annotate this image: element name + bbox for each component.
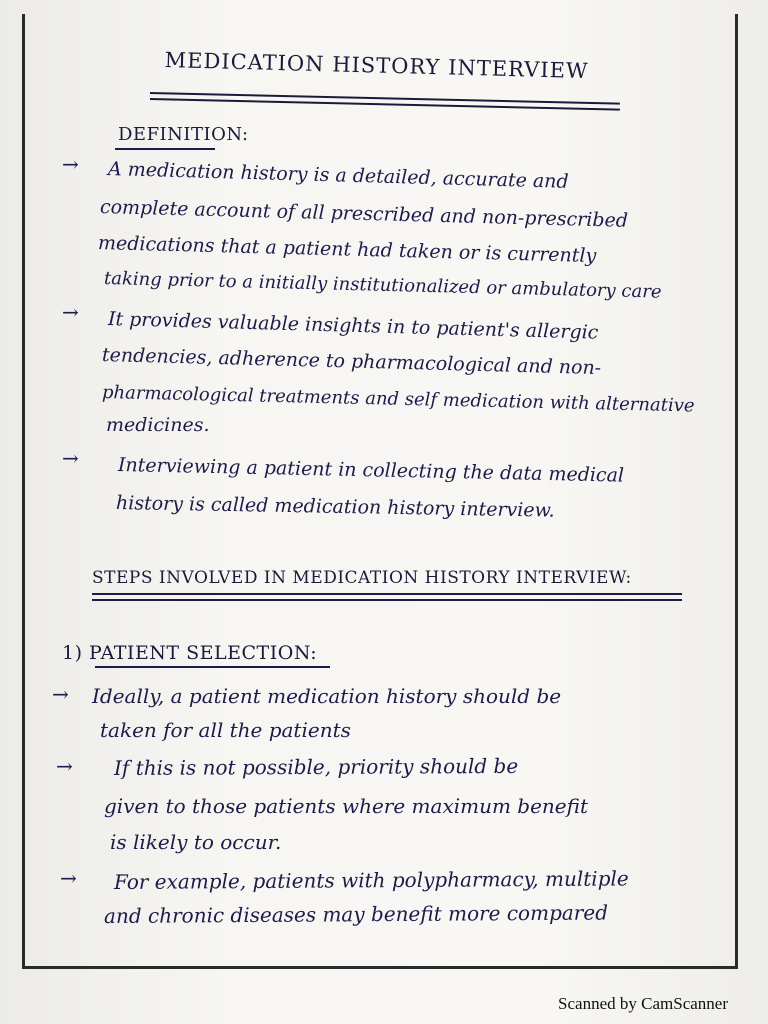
bullet-arrow: → bbox=[62, 152, 79, 176]
definition-line-5: It provides valuable insights in to patient's allergic bbox=[107, 308, 599, 344]
bullet-arrow: → bbox=[60, 866, 77, 890]
step-line-3: If this is not possible, priority should be bbox=[113, 753, 519, 780]
scanner-watermark: Scanned by CamScanner bbox=[558, 994, 728, 1013]
definition-line-9: Interviewing a patient in collecting the data medical bbox=[117, 454, 625, 487]
bullet-arrow: → bbox=[56, 754, 73, 778]
step-line-2: taken for all the patients bbox=[100, 718, 351, 742]
patient-selection-underline bbox=[95, 666, 330, 668]
definition-line-3: medications that a patient had taken or is currently bbox=[97, 232, 597, 268]
definition-line-10: history is called medication history interview. bbox=[115, 492, 555, 522]
step-line-5: is likely to occur. bbox=[110, 830, 282, 854]
step-line-1: Ideally, a patient medication history should be bbox=[92, 684, 562, 708]
step-line-6: For example, patients with polypharmacy, multiple bbox=[113, 866, 629, 894]
definition-heading: DEFINITION: bbox=[118, 124, 249, 145]
definition-line-4: taking prior to a initially institutionalized or ambulatory care bbox=[103, 268, 662, 303]
bullet-arrow: → bbox=[62, 300, 79, 324]
steps-underline bbox=[92, 593, 682, 595]
patient-selection-heading: 1) PATIENT SELECTION: bbox=[62, 642, 318, 664]
bullet-arrow: → bbox=[52, 682, 69, 706]
definition-line-7: pharmacological treatments and self medication with alternative bbox=[101, 382, 695, 417]
definition-line-6: tendencies, adherence to pharmacological and non- bbox=[101, 344, 602, 380]
definition-line-2: complete account of all prescribed and non-prescribed bbox=[99, 196, 629, 232]
page-title: MEDICATION HISTORY INTERVIEW bbox=[164, 48, 589, 84]
step-line-7: and chronic diseases may benefit more compared bbox=[103, 900, 609, 928]
definition-line-8: medicines. bbox=[106, 414, 210, 436]
step-line-4: given to those patients where maximum benefit bbox=[104, 794, 589, 818]
definition-underline bbox=[115, 148, 215, 150]
bullet-arrow: → bbox=[62, 446, 79, 470]
steps-heading: STEPS INVOLVED IN MEDICATION HISTORY INTERVIEW: bbox=[92, 568, 632, 588]
definition-line-1: A medication history is a detailed, accurate and bbox=[107, 158, 569, 193]
steps-underline-2 bbox=[92, 599, 682, 601]
